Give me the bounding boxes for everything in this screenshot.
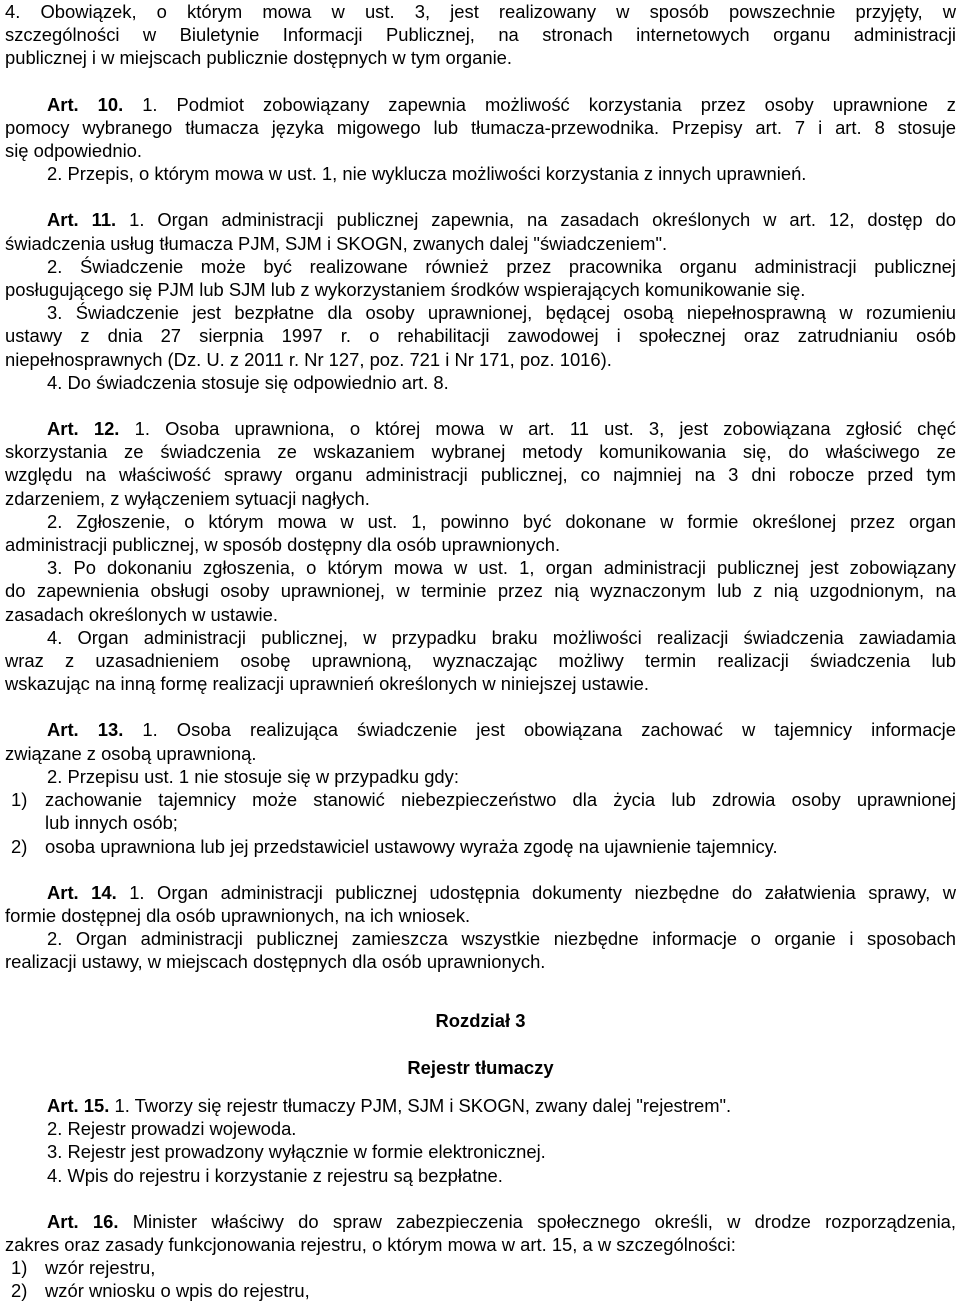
text-line: pomocy wybranego tłumacza języka migowego lub tłumacza-przewodnika. Przepisy art. 7 i art. 8 stosuje	[5, 116, 956, 138]
text-line: wzór rejestru,	[45, 1257, 156, 1279]
text-line: 3. Po dokonaniu zgłoszenia, o którym mowa w ust. 1, organ administracji publicznej jest zobowiązany	[47, 557, 956, 579]
text-line: lub innych osób;	[45, 812, 178, 834]
text-line: względu na właściwość sprawy organu administracji publicznej, co najmniej na 3 dni robocze przed tym	[5, 464, 956, 486]
text-line: 4. Do świadczenia stosuje się odpowiednio art. 8.	[47, 371, 449, 393]
text-line: 2. Przepis, o którym mowa w ust. 1, nie wyklucza możliwości korzystania z innych uprawnień.	[47, 163, 807, 185]
text-line: 1. Osoba uprawniona, o której mowa w art. 11 ust. 3, jest zobowiązana zgłosić chęć	[119, 418, 956, 440]
list-item	[5, 1279, 956, 1302]
text-line: zakres oraz zasady funkcjonowania rejestru, o którym mowa w art. 15, a w szczególności:	[5, 1233, 736, 1255]
text-line: wzór wniosku o wpis do rejestru,	[45, 1280, 310, 1302]
text-line: 4. Wpis do rejestru i korzystanie z rejestru są bezpłatne.	[47, 1164, 503, 1186]
article-14	[5, 881, 956, 974]
text-line: 4. Obowiązek, o którym mowa w ust. 3, jest realizowany w sposób powszechnie przyjęty, w	[5, 1, 956, 22]
text-line: 4. Organ administracji publicznej, w przypadku braku możliwości realizacji świadczenia zawiadamia	[47, 626, 956, 648]
list-item	[5, 835, 956, 858]
text-line: 3. Rejestr jest prowadzony wyłącznie w formie elektronicznej.	[47, 1141, 546, 1163]
text-line: ustawy z dnia 27 sierpnia 1997 r. o rehabilitacji zawodowej i społecznej oraz zatrudnianiu osób	[5, 325, 956, 347]
text-line: wskazując na inną formę realizacji uprawnień określonych w niniejszej ustawie.	[5, 673, 649, 695]
list-number: 1)	[11, 789, 28, 811]
text-line: osoba uprawniona lub jej przedstawiciel ustawowy wyraża zgodę na ujawnienie tajemnicy.	[45, 835, 778, 857]
article-13	[5, 718, 956, 857]
text-line: 2. Organ administracji publicznej zamieszcza wszystkie niezbędne informacje o organie i sposobach	[47, 928, 956, 950]
article-11	[5, 208, 956, 394]
text-line: 1. Podmiot zobowiązany zapewnia możliwość korzystania przez osoby uprawnione z	[123, 93, 956, 115]
list-item	[5, 788, 956, 834]
chapter-title: Rozdział 3	[435, 1009, 526, 1031]
text-line: posługującego się PJM lub SJM lub z wykorzystaniem środków wspierających komunikowanie się.	[5, 279, 806, 301]
text-line: zdarzeniem, z wyłączeniem sytuacji nagłych.	[5, 487, 370, 509]
text-line: 2. Rejestr prowadzi wojewoda.	[47, 1118, 297, 1140]
chapter-subtitle: Rejestr tłumaczy	[407, 1056, 554, 1078]
article-15	[5, 1094, 956, 1187]
text-line: 2. Świadczenie może być realizowane również przez pracownika organu administracji publicznej	[47, 255, 956, 277]
text-line: świadczenia usług tłumacza PJM, SJM i SKOGN, zwanych dalej "świadczeniem".	[5, 232, 668, 254]
list-item	[5, 1256, 956, 1279]
article-16	[5, 1210, 956, 1303]
text-line: formie dostępnej dla osób uprawnionych, na ich wniosek.	[5, 904, 471, 926]
article-heading: Art. 14.	[47, 881, 117, 903]
text-line: związane z osobą uprawnioną.	[5, 742, 257, 764]
list-number: 2)	[11, 1280, 28, 1302]
text-line: publicznej i w miejscach publicznie dostępnych w tym organie.	[5, 47, 513, 69]
article-heading: Art. 13.	[47, 719, 124, 741]
text-line: 1. Osoba realizująca świadczenie jest obowiązana zachować w tajemnicy informacje	[123, 719, 956, 741]
text-line: 2. Przepisu ust. 1 nie stosuje się w przypadku gdy:	[47, 765, 459, 787]
article-heading: Art. 11.	[47, 209, 117, 231]
article-heading: Art. 10.	[47, 93, 124, 115]
text-line: zasadach określonych w ustawie.	[5, 603, 278, 625]
list-number: 1)	[11, 1257, 28, 1279]
text-line: realizacji ustawy, w miejscach dostępnych dla osób uprawnionych.	[5, 951, 546, 973]
text-line: niepełnosprawnych (Dz. U. z 2011 r. Nr 127, poz. 721 i Nr 171, poz. 1016).	[5, 348, 612, 370]
text-line: Minister właściwy do spraw zabezpieczenia społecznego określi, w drodze rozporządzenia,	[118, 1210, 956, 1232]
text-line: 1. Organ administracji publicznej zapewnia, na zasadach określonych w art. 12, dostęp do	[116, 209, 956, 231]
text-line: 2. Zgłoszenie, o którym mowa w ust. 1, powinno być dokonane w formie określonej przez organ	[47, 510, 956, 532]
article-12	[5, 417, 956, 695]
article-heading: Art. 12.	[47, 418, 120, 440]
text-line: 3. Świadczenie jest bezpłatne dla osoby uprawnionej, będącej osobą niepełnosprawną w rozumieniu	[47, 302, 956, 324]
article-heading: Art. 15.	[47, 1094, 110, 1116]
text-line: 1. Organ administracji publicznej udostępnia dokumenty niezbędne do załatwienia sprawy, w	[116, 881, 956, 903]
text-line: 1. Tworzy się rejestr tłumaczy PJM, SJM i SKOGN, zwany dalej "rejestrem".	[109, 1094, 732, 1116]
document-page	[5, 0, 956, 1303]
text-line: zachowanie tajemnicy może stanowić niebezpieczeństwo dla życia lub zdrowia osoby uprawnionej	[45, 789, 956, 811]
text-line: się odpowiednio.	[5, 140, 143, 162]
list-number: 2)	[11, 835, 28, 857]
article-heading: Art. 16.	[47, 1210, 119, 1232]
text-line: szczególności w Biuletynie Informacji Publicznej, na stronach internetowych organu administracji	[5, 24, 956, 46]
text-line: administracji publicznej, w sposób dostępny dla osób uprawnionych.	[5, 534, 561, 556]
paragraph-obowiazek	[5, 0, 956, 70]
text-line: do zapewnienia obsługi osoby uprawnionej, w terminie przez nią wyznaczonym lub z nią uzgodnionym, na	[5, 580, 956, 602]
text-line: skorzystania ze świadczenia ze wskazaniem wybranej metody komunikowania się, do właściwego ze	[5, 441, 956, 463]
article-10	[5, 93, 956, 186]
text-line: wraz z uzasadnieniem osobę uprawnioną, wyznaczając możliwy termin realizacji świadczenia lub	[5, 650, 956, 672]
